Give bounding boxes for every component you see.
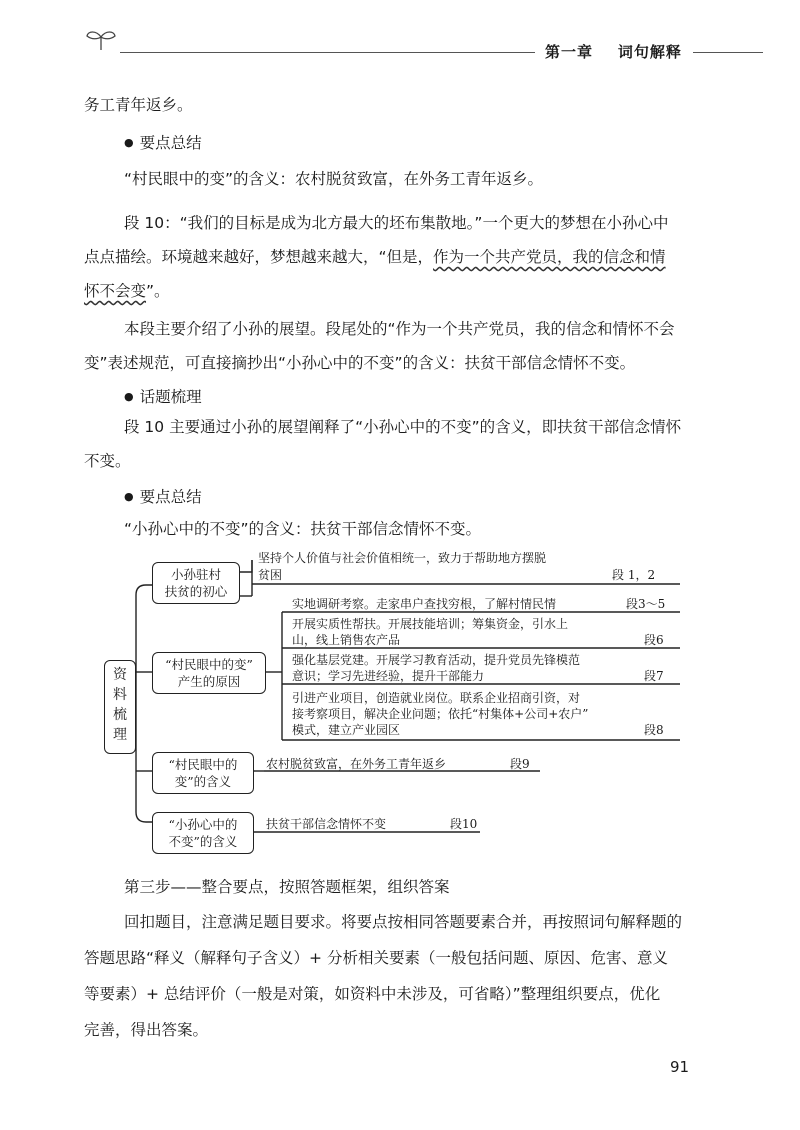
step-3-line-2: 答题思路“释义（解释句子含义）+ 分析相关要素（一般包括问题、原因、危害、意义 <box>84 949 668 967</box>
node-unchanged <box>152 812 254 854</box>
bullet-heading-summary-1: ● 要点总结 <box>124 126 202 162</box>
paragraph-continued: 务工青年返乡。 <box>84 96 193 114</box>
bullet-heading-summary-2: ● 要点总结 <box>124 480 202 516</box>
mind-map-root <box>104 660 136 754</box>
topic-line-1: 段 10 主要通过小孙的展望阐释了“小孙心中的不变”的含义，即扶贫干部信念情怀 <box>124 418 682 436</box>
node-villager-change-label-2: 变”的含义 <box>174 774 232 789</box>
paragraph-10-line-2-text: 点点描绘。环境越来越好，梦想越来越大，“但是， <box>84 248 434 266</box>
cause-3-ref: 段7 <box>644 669 664 683</box>
paragraph-10-line-1: 段 10：“我们的目标是成为北方最大的坯布集散地。”一个更大的梦想在小孙心中 <box>124 214 669 232</box>
node-original-intent <box>152 562 240 604</box>
n3-text: 农村脱贫致富，在外务工青年返乡 <box>266 757 447 771</box>
cause-2-text-1: 开展实质性帮扶。开展技能培训；筹集资金，引水上 <box>292 617 569 631</box>
root-label: 资料梳理 <box>113 667 127 743</box>
n1-text-line-1: 坚持个人价值与社会价值相统一，致力于帮助地方摆脱 <box>258 551 547 565</box>
cause-4-text-3: 模式，建立产业园区 <box>292 723 401 737</box>
n3-ref: 段9 <box>510 757 530 771</box>
cause-4-text-2: 接考察项目，解决企业问题；依托“村集体+公司+农户” <box>292 707 589 721</box>
analysis-line-2: 变”表述规范，可直接摘抄出“小孙心中的不变”的含义：扶贫干部信念情怀不变。 <box>84 354 636 372</box>
n4-ref: 段10 <box>450 817 478 831</box>
cause-2-ref: 段6 <box>644 633 664 647</box>
cause-4-ref: 段8 <box>644 723 664 737</box>
node-villager-change-label-1: “村民眼中的 <box>168 757 238 772</box>
n4-text: 扶贫干部信念情怀不变 <box>266 817 387 831</box>
cause-4-text-1: 引进产业项目，创造就业岗位。联系企业招商引资，对 <box>292 691 581 705</box>
node-original-intent-label-1: 小孙驻村 <box>170 567 221 582</box>
quote-underlined-end: 怀不会变 <box>84 282 147 300</box>
node-villager-change <box>152 752 254 794</box>
step-3-line-1: 回扣题目，注意满足题目要求。将要点按相同答题要素合并，再按照词句解释题的 <box>124 913 683 931</box>
step-3-line-4: 完善，得出答案。 <box>84 1021 209 1039</box>
cause-1-ref: 段3～5 <box>626 597 666 611</box>
summary-line-2: “小孙心中的不变”的含义：扶贫干部信念情怀不变。 <box>124 520 482 538</box>
node-original-intent-label-2: 扶贫的初心 <box>164 584 228 599</box>
step-3-line-3: 等要素）+ 总结评价（一般是对策，如资料中未涉及，可省略）”整理组织要点，优化 <box>84 985 661 1003</box>
cause-1-text: 实地调研考察。走家串户查找穷根，了解村情民情 <box>292 597 557 611</box>
analysis-line-1: 本段主要介绍了小孙的展望。段尾处的“作为一个共产党员，我的信念和情怀不会 <box>124 320 675 338</box>
node-unchanged-label-1: “小孙心中的 <box>168 817 238 832</box>
topic-line-2: 不变。 <box>84 452 131 470</box>
node-causes-label-1: “村民眼中的变” <box>165 657 253 672</box>
n1-text-line-2: 贫困 <box>258 568 283 582</box>
quote-underlined: 作为一个共产党员，我的信念和情 <box>433 248 666 266</box>
n1-ref: 段 1，2 <box>612 568 656 582</box>
cause-3-text-1: 强化基层党建。开展学习教育活动，提升党员先锋模范 <box>292 653 581 667</box>
summary-line-1: “村民眼中的变”的含义：农村脱贫致富，在外务工青年返乡。 <box>124 170 544 188</box>
bullet-heading-topic: ● 话题梳理 <box>124 380 202 416</box>
node-unchanged-label-2: 不变”的含义 <box>168 834 238 849</box>
quote-close: ”。 <box>146 282 170 300</box>
page-number: 91 <box>670 1058 690 1076</box>
cause-3-text-2: 意识；学习先进经验，提升干部能力 <box>292 669 485 683</box>
section-label: 词句解释 <box>617 43 682 61</box>
node-causes <box>152 652 266 694</box>
step-3-heading: 第三步——整合要点，按照答题框架，组织答案 <box>124 878 450 896</box>
node-causes-label-2: 产生的原因 <box>177 674 241 689</box>
cause-2-text-2: 山，线上销售农产品 <box>292 633 401 647</box>
chapter-label: 第一章 <box>545 43 594 61</box>
